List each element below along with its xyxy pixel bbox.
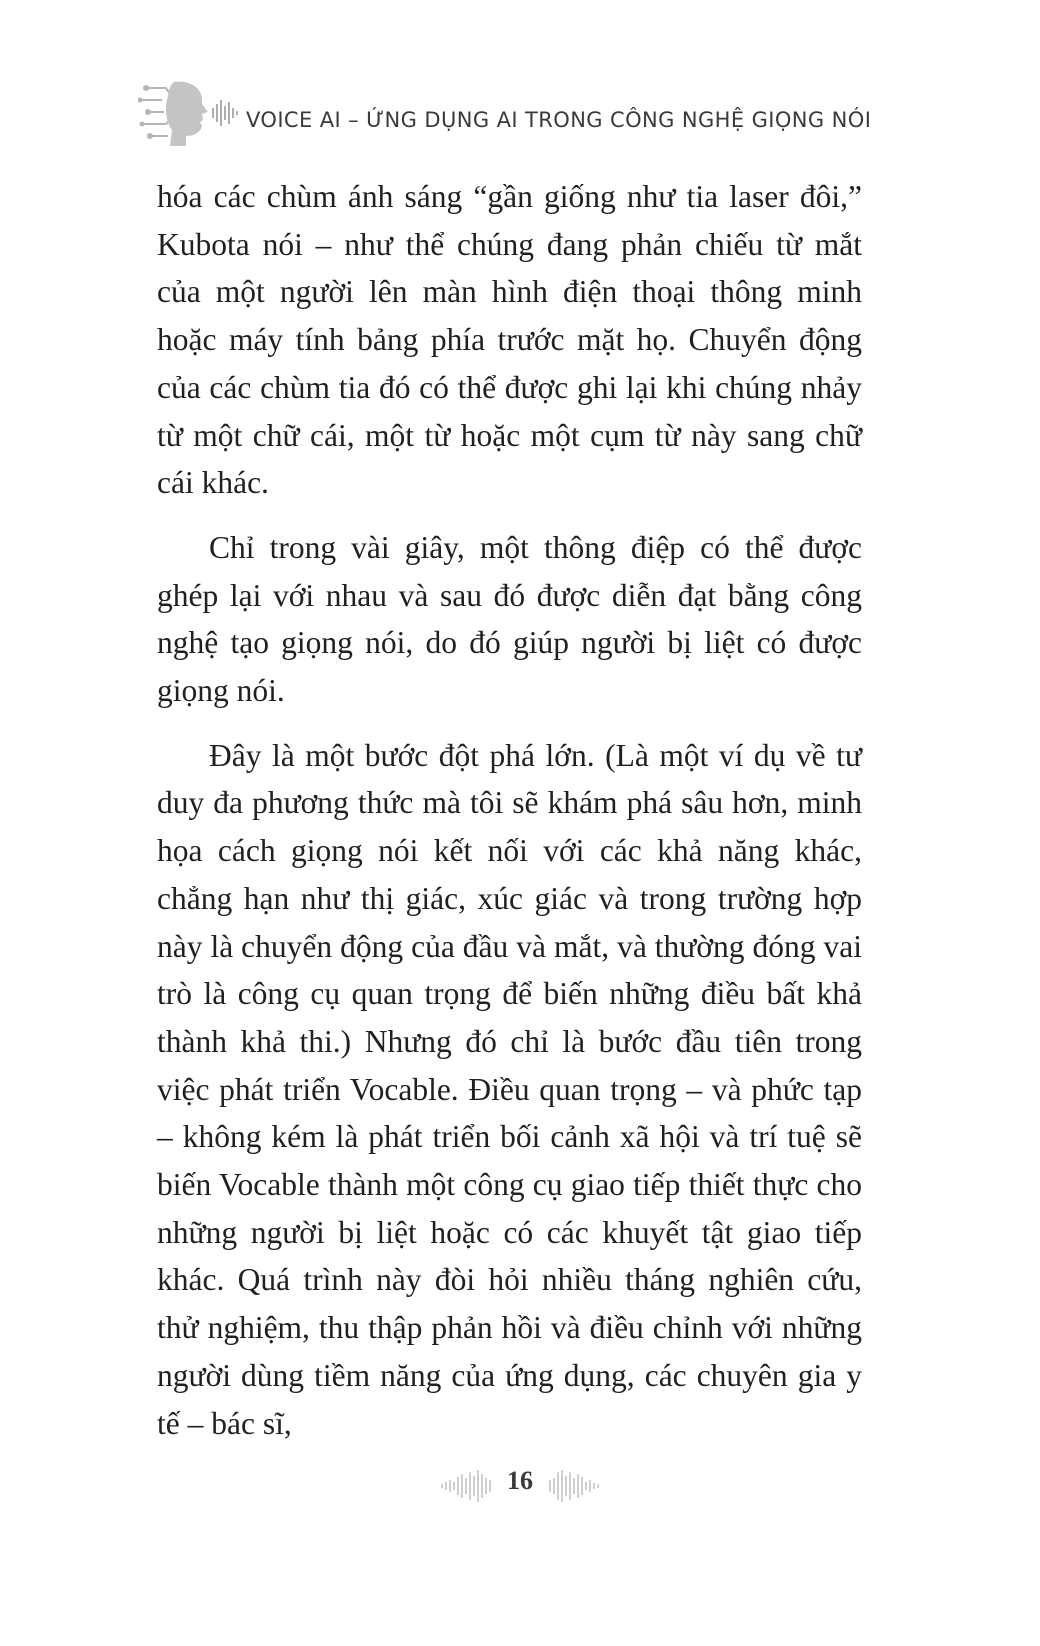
page-footer <box>400 1466 640 1506</box>
soundwave-icon <box>548 1468 600 1504</box>
page-number: 16 <box>507 1466 533 1495</box>
page-body <box>157 173 862 1447</box>
running-header-title: VOICE AI – ỨNG DỤNG AI TRONG CÔNG NGHỆ GIỌNG NÓI <box>246 108 872 132</box>
soundwave-icon <box>440 1468 492 1504</box>
paragraph-1: hóa các chùm ánh sáng “gần giống như tia laser đôi,” Kubota nói – như thể chúng đang phản chiếu từ mắt của một người lên màn hình điện thoại thông minh hoặc máy tính bảng phía trước mặt họ. Chuyển động của các chùm tia đó có thể được ghi lại khi chúng nhảy từ một chữ cái, một từ hoặc một cụm từ này sang chữ cái khác. <box>157 179 862 501</box>
page-header <box>138 78 898 148</box>
paragraph-3: Đây là một bước đột phá lớn. (Là một ví dụ về tư duy đa phương thức mà tôi sẽ khám phá sâu hơn, minh họa cách giọng nói kết nối với các khả năng khác, chẳng hạn như thị giác, xúc giác và trong trường hợp này là chuyển động của đầu và mắt, và thường đóng vai trò là công cụ quan trọng để biến những điều bất khả thành khả thi.) Nhưng đó chỉ là bước đầu tiên trong việc phát triển Vocable. Điều quan trọng – và phức tạp – không kém là phát triển bối cảnh xã hội và trí tuệ sẽ biến Vocable thành một công cụ giao tiếp thiết thực cho những người bị liệt hoặc có các khuyết tật giao tiếp khác. Quá trình này đòi hỏi nhiều tháng nghiên cứu, thử nghiệm, thu thập phản hồi và điều chỉnh với những người dùng tiềm năng của ứng dụng, các chuyên gia y tế – bác sĩ, <box>157 737 862 1441</box>
face-circuit-soundwave-icon <box>138 78 248 148</box>
paragraph-2: Chỉ trong vài giây, một thông điệp có thể được ghép lại với nhau và sau đó được diễn đạt bằng công nghệ tạo giọng nói, do đó giúp người bị liệt có được giọng nói. <box>157 529 862 709</box>
